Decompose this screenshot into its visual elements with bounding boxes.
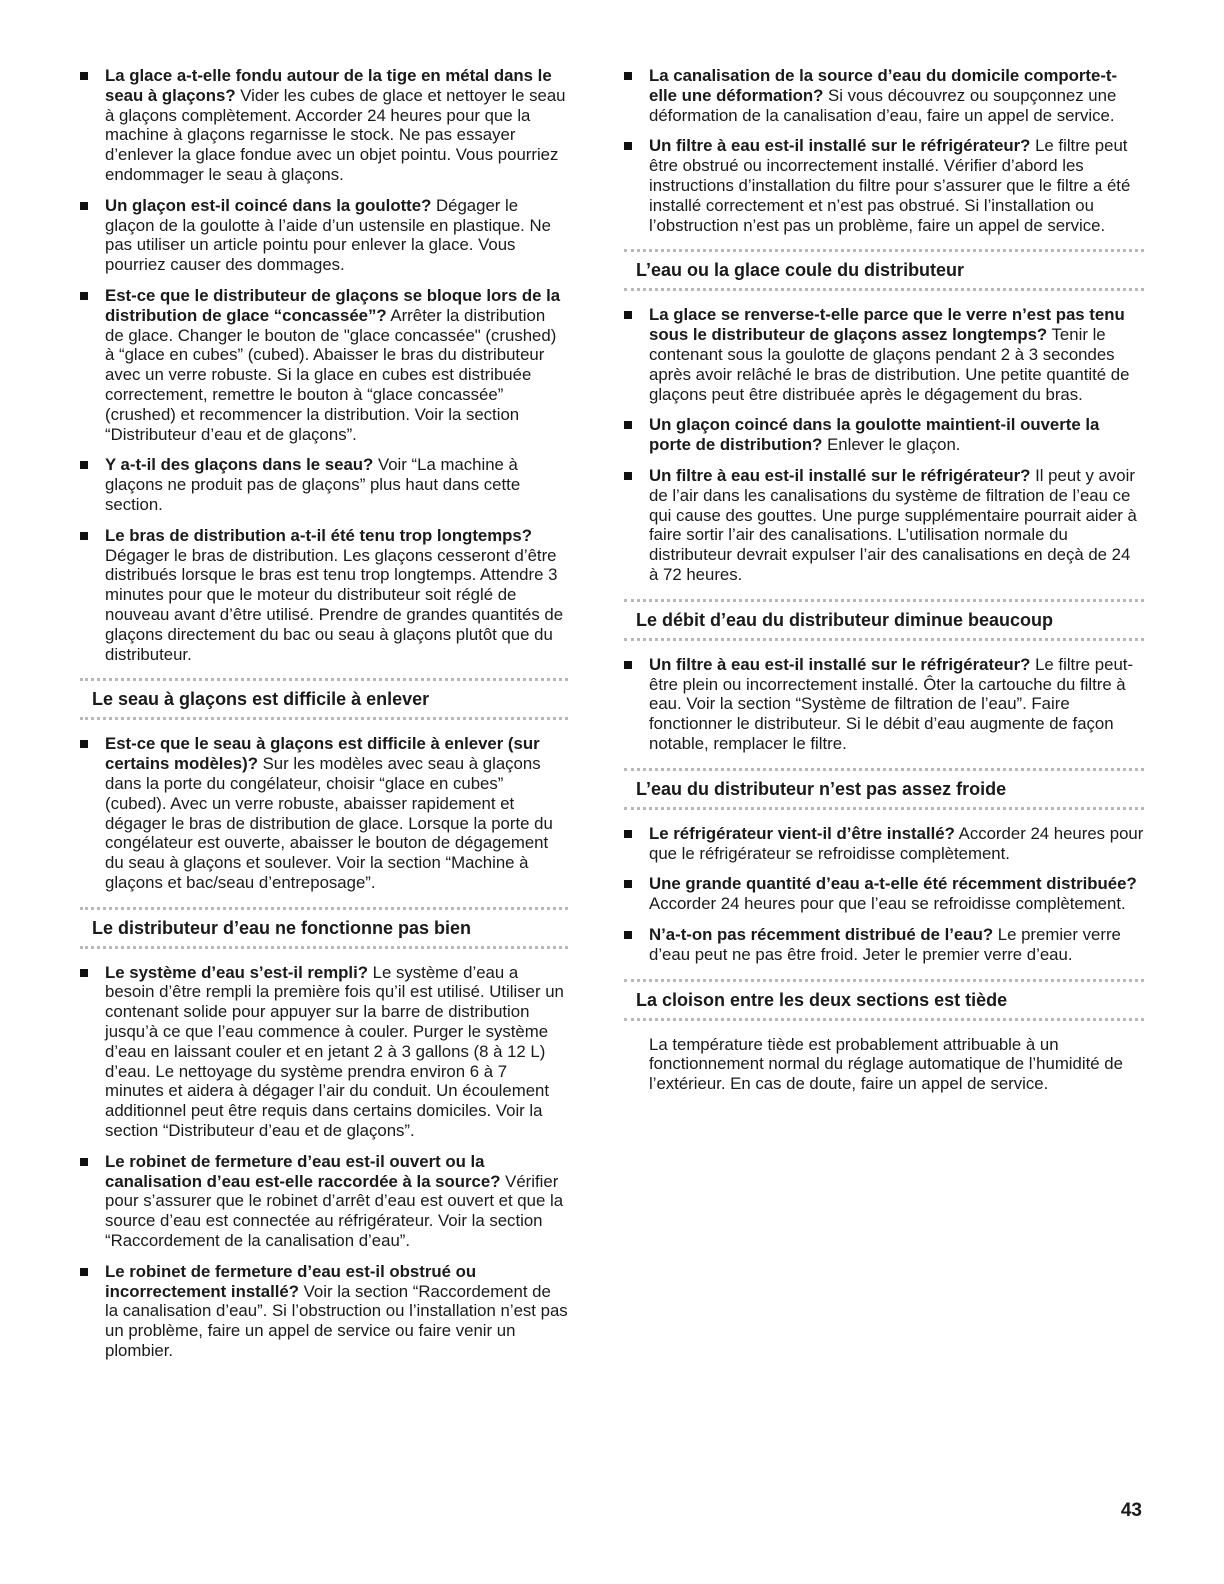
question-text: Le robinet de fermeture d’eau est-il ouvert ou la canalisation d’eau est-elle raccordée à la source? — [105, 1151, 501, 1191]
list-item — [624, 824, 1144, 864]
square-bullet-icon — [624, 311, 632, 319]
question-text: Le robinet de fermeture d’eau est-il obstrué ou incorrectement installé? — [105, 1261, 477, 1301]
answer-text: Accorder 24 heures pour que le réfrigérateur se refroidisse complètement. — [649, 823, 1144, 863]
square-bullet-icon — [80, 740, 88, 748]
list-item — [80, 286, 568, 444]
list-item — [80, 66, 568, 185]
section-heading: Le seau à glaçons est difficile à enlever — [80, 678, 568, 720]
answer-text: Enlever le glaçon. — [822, 435, 961, 455]
answer-text: Le système d’eau a besoin d’être rempli la première fois qu’il est utilisé. Utiliser un contenant solide pour appuyer sur la barre de distribution jusqu’à ce que l’eau commence à couler. Purger le système d’eau en laissant couler et en jetant 2 à 3 gallons (8 à 12 L) d’eau. Le nettoyage du système prendra environ 6 à 7 minutes et aidera à dégager l’air du conduit. Un écoulement additionnel peut être requis dans certains domiciles. Voir la section “Distributeur d’eau et de glaçons”. — [105, 962, 564, 1141]
list-item — [624, 874, 1144, 914]
answer-text: Le filtre peut être obstrué ou incorrectement installé. Vérifier d’abord les instructions d’installation du filtre pour s’assurer que le filtre a été installé correctement et n’est pas obstrué. Si l’installation ou l’obstruction n’est pas un problème, faire un appel de service. — [649, 136, 1131, 235]
square-bullet-icon — [80, 461, 88, 469]
square-bullet-icon — [624, 72, 632, 80]
section-heading: La cloison entre les deux sections est tiède — [624, 979, 1144, 1021]
answer-text: Si vous découvrez ou soupçonnez une déformation de la canalisation d’eau, faire un appel de service. — [649, 85, 1117, 125]
bullet-list — [624, 66, 1144, 235]
question-text: La glace se renverse-t-elle parce que le verre n’est pas tenu sous le distributeur de glaçons assez longtemps? — [649, 305, 1125, 345]
list-item — [624, 66, 1144, 125]
question-text: Le bras de distribution a-t-il été tenu trop longtemps? — [105, 525, 533, 545]
answer-text: Voir “La machine à glaçons ne produit pas de glaçons” plus haut dans cette section. — [105, 455, 521, 514]
left-column — [80, 66, 568, 1372]
list-item — [80, 1152, 568, 1251]
question-text: Un glaçon coincé dans la goulotte maintient-il ouverte la porte de distribution? — [649, 415, 1100, 455]
answer-text: Voir la section “Raccordement de la canalisation d’eau”. Si l’obstruction ou l’installation n’est pas un problème, faire un appel de service ou faire venir un plombier. — [105, 1281, 568, 1361]
bullet-list — [624, 824, 1144, 965]
answer-text: Vider les cubes de glace et nettoyer le seau à glaçons complètement. Accorder 24 heures pour que la machine à glaçons regarnisse le stock. Ne pas essayer d’enlever la glace fondue avec un objet pointu. Vous pourriez endommager le seau à glaçons. — [105, 85, 566, 184]
square-bullet-icon — [80, 202, 88, 210]
question-text: Un filtre à eau est-il installé sur le réfrigérateur? — [649, 465, 1031, 485]
answer-text: Dégager le glaçon de la goulotte à l’aide d’un ustensile en plastique. Ne pas utiliser un article pointu pour enlever la glace. Vous pourriez causer des dommages. — [105, 195, 551, 275]
question-text: Une grande quantité d’eau a-t-elle été récemment distribuée? — [649, 874, 1137, 894]
list-item — [624, 305, 1144, 404]
list-item — [80, 734, 568, 892]
section-heading: Le distributeur d’eau ne fonctionne pas bien — [80, 907, 568, 949]
list-item — [624, 925, 1144, 965]
bullet-list — [80, 734, 568, 892]
square-bullet-icon — [80, 1268, 88, 1276]
square-bullet-icon — [80, 72, 88, 80]
answer-text: Tenir le contenant sous la goulotte de glaçons pendant 2 à 3 secondes après avoir relâché le bras de distribution. Une petite quantité de glaçons peut être distribuée après le dégagement du bras. — [649, 325, 1130, 404]
bullet-list — [624, 305, 1144, 584]
square-bullet-icon — [624, 421, 632, 429]
question-text: N’a-t-on pas récemment distribué de l’eau? — [649, 924, 994, 944]
question-text: La glace a-t-elle fondu autour de la tige en métal dans le seau à glaçons? — [105, 66, 552, 105]
section-heading: L’eau ou la glace coule du distributeur — [624, 249, 1144, 291]
square-bullet-icon — [624, 472, 632, 480]
section-heading: L’eau du distributeur n’est pas assez froide — [624, 768, 1144, 810]
answer-text: Il peut y avoir de l’air dans les canalisations du système de filtration de l’eau ce qui cause des gouttes. Une purge supplémentaire pourrait aider à faire sortir l’air des canalisations. L’utilisation normale du distributeur devrait expulser l’air des canalisations en deçà de 24 à 72 heures. — [649, 465, 1137, 584]
square-bullet-icon — [624, 931, 632, 939]
question-text: Est-ce que le seau à glaçons est difficile à enlever (sur certains modèles)? — [105, 734, 540, 774]
square-bullet-icon — [80, 1158, 88, 1166]
question-text: Un glaçon est-il coincé dans la goulotte? — [105, 195, 432, 215]
list-item — [624, 655, 1144, 754]
square-bullet-icon — [80, 969, 88, 977]
question-text: Y a-t-il des glaçons dans le seau? — [105, 455, 374, 475]
answer-text: Vérifier pour s’assurer que le robinet d’arrêt d’eau est ouvert et que la source d’eau est connectée au réfrigérateur. Voir la section “Raccordement de la canalisation d’eau”. — [105, 1171, 564, 1251]
list-item — [624, 466, 1144, 585]
section-heading: Le débit d’eau du distributeur diminue beaucoup — [624, 599, 1144, 641]
question-text: Le système d’eau s’est-il rempli? — [105, 962, 369, 982]
square-bullet-icon — [624, 830, 632, 838]
list-item — [80, 963, 568, 1141]
question-text: Est-ce que le distributeur de glaçons se bloque lors de la distribution de glace “concassée”? — [105, 285, 561, 325]
page-number: 43 — [1120, 1500, 1142, 1521]
list-item — [80, 196, 568, 275]
square-bullet-icon — [624, 880, 632, 888]
list-item — [80, 526, 568, 665]
list-item — [624, 415, 1144, 455]
answer-text: Sur les modèles avec seau à glaçons dans la porte du congélateur, choisir “glace en cubes” (cubed). Avec un verre robuste, abaisser rapidement et dégager le bras de distribution de glace. Lorsque la porte du congélateur est ouverte, abaisser le bouton de dégagement du seau à glaçons et soulever. Voir la section “Machine à glaçons et bac/seau d’entreposage”. — [105, 754, 553, 892]
square-bullet-icon — [80, 532, 88, 540]
right-column — [624, 66, 1144, 1094]
answer-text: Le premier verre d’eau peut ne pas être froid. Jeter le premier verre d’eau. — [649, 924, 1121, 964]
question-text: La canalisation de la source d’eau du domicile comporte-t-elle une déformation? — [649, 66, 1118, 105]
question-text: Un filtre à eau est-il installé sur le réfrigérateur? — [649, 136, 1031, 156]
square-bullet-icon — [80, 292, 88, 300]
answer-text: Accorder 24 heures pour que l’eau se refroidisse complètement. — [649, 894, 1126, 914]
list-item — [80, 1262, 568, 1361]
square-bullet-icon — [624, 142, 632, 150]
bullet-list — [80, 66, 568, 664]
bullet-list — [624, 655, 1144, 754]
paragraph: La température tiède est probablement attribuable à un fonctionnement normal du réglage automatique de l’humidité de l’extérieur. En cas de doute, faire un appel de service. — [649, 1034, 1123, 1094]
square-bullet-icon — [624, 661, 632, 669]
list-item — [80, 455, 568, 514]
list-item — [624, 136, 1144, 235]
answer-text: Le filtre peut-être plein ou incorrectement installé. Ôter la cartouche du filtre à eau. Voir la section “Système de filtration de l’eau”. Faire fonctionner le distributeur. Si le débit d’eau augmente de façon notable, remplacer le filtre. — [649, 654, 1134, 753]
question-text: Un filtre à eau est-il installé sur le réfrigérateur? — [649, 654, 1031, 674]
question-text: Le réfrigérateur vient-il d’être installé? — [649, 823, 955, 843]
answer-text: Arrêter la distribution de glace. Changer le bouton de "glace concassée" (crushed) à “glace en cubes” (cubed). Abaisser le bras du distributeur avec un verre robuste. Si la glace en cubes est distribuée correctement, remettre le bouton à “glace concassée” (crushed) et recommencer la distribution. Voir la section “Distributeur d’eau et de glaçons”. — [105, 305, 557, 444]
answer-text: Dégager le bras de distribution. Les glaçons cesseront d’être distribués lorsque le bras est tenu trop longtemps. Attendre 3 minutes pour que le moteur du distributeur soit réglé de nouveau avant d’être utilisé. Prendre de grandes quantités de glaçons directement du bac ou seau à glaçons plutôt que du distributeur. — [105, 545, 564, 664]
bullet-list — [80, 963, 568, 1361]
